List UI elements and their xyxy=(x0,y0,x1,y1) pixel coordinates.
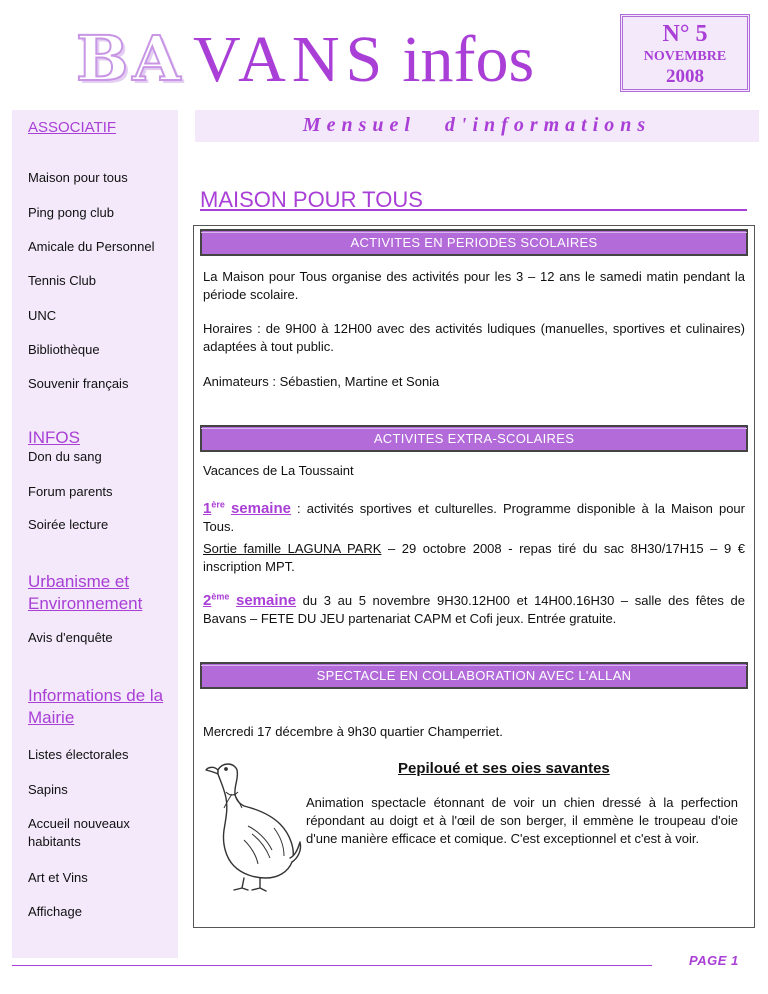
week2-label: semaine xyxy=(236,592,297,609)
show-description: Animation spectacle étonnant de voir un chien dressé à la perfection répondant au doigt et à l'œil de son berger, il emmène le troupeau d'oie d'une manière efficace et comique. C'est exceptionnel et c'est à voir. xyxy=(306,795,738,846)
week1-text: : activités sportives et culturelles. Programme disponible à la Maison pour Tous. xyxy=(203,501,745,534)
sidebar-item-ping-pong[interactable]: Ping pong club xyxy=(28,205,115,220)
show-title: Pepiloué et ses oies savantes xyxy=(398,760,610,777)
section-heading-extra-scolaires: ACTIVITES EXTRA-SCOLAIRES xyxy=(200,425,748,452)
section3-date: Mercredi 17 décembre à 9h30 quartier Champerriet. xyxy=(203,724,503,739)
week2-number: 2 xyxy=(203,592,212,609)
outing-link[interactable]: Sortie famille LAGUNA PARK xyxy=(203,541,382,556)
section2-intro: Vacances de La Toussaint xyxy=(203,463,354,478)
masthead-rest: VANS xyxy=(193,23,389,96)
week2-sup: ème xyxy=(211,591,230,602)
issue-month: NOVEMBRE xyxy=(643,49,727,64)
sidebar-item-tennis[interactable]: Tennis Club xyxy=(28,273,96,288)
masthead-title xyxy=(193,22,534,98)
week2-text: du 3 au 5 novembre 9H30.12H00 et 14H00.16H30 – salle des fêtes de Bavans – FETE DU JEU partenariat CAPM et Cofi jeux. Entrée gratuite. xyxy=(203,593,746,626)
sidebar-heading-infos[interactable]: INFOS xyxy=(28,428,80,447)
sidebar-item-accueil-habitants[interactable]: habitants xyxy=(28,834,81,849)
sidebar xyxy=(12,110,178,958)
goose-illustration xyxy=(204,754,304,894)
section1-paragraph-2: Horaires : de 9H00 à 12H00 avec des activités ludiques (manuelles, sportives et culinaires) adaptées à tout public. xyxy=(203,321,745,354)
sidebar-heading-urbanisme[interactable]: Urbanisme et xyxy=(28,572,130,591)
section1-paragraph-1: La Maison pour Tous organise des activités pour les 3 – 12 ans le samedi matin pendant la période scolaire. xyxy=(203,269,745,302)
sidebar-item-forum-parents[interactable]: Forum parents xyxy=(28,484,113,499)
issue-number: N° 5 xyxy=(662,21,708,47)
subtitle: Mensuel d'informations xyxy=(195,110,759,142)
section2-week2 xyxy=(203,592,745,628)
masthead-initials: BA xyxy=(76,22,185,95)
page-title: MAISON POUR TOUS xyxy=(200,187,423,212)
sidebar-heading-mairie[interactable]: Mairie xyxy=(28,708,75,727)
page-number: PAGE 1 xyxy=(689,953,739,968)
outing-text: – 29 octobre 2008 - repas tiré du sac 8H30/17H15 – 9 € inscription MPT. xyxy=(203,541,745,574)
sidebar-item-maison-pour-tous[interactable]: Maison pour tous xyxy=(28,170,128,185)
sidebar-item-souvenir[interactable]: Souvenir français xyxy=(28,376,129,391)
issue-year: 2008 xyxy=(666,66,704,87)
sidebar-item-avis-enquete[interactable]: Avis d'enquête xyxy=(28,630,113,645)
section-heading-scolaires: ACTIVITES EN PERIODES SCOLAIRES xyxy=(200,229,748,256)
sidebar-heading-informations[interactable]: Informations de la xyxy=(28,686,164,705)
week1-number: 1 xyxy=(203,500,212,517)
section-heading-spectacle: SPECTACLE EN COLLABORATION AVEC L'ALLAN xyxy=(200,662,748,689)
sidebar-heading-environnement[interactable]: Environnement xyxy=(28,594,143,613)
section1-paragraph-3: Animateurs : Sébastien, Martine et Sonia xyxy=(203,374,440,389)
sidebar-item-bibliotheque[interactable]: Bibliothèque xyxy=(28,342,100,357)
title-rule xyxy=(200,209,747,211)
sidebar-item-affichage[interactable]: Affichage xyxy=(28,904,82,919)
sidebar-item-don-du-sang[interactable]: Don du sang xyxy=(28,449,102,464)
sidebar-item-art-et-vins[interactable]: Art et Vins xyxy=(28,870,88,885)
sidebar-item-listes-electorales[interactable]: Listes électorales xyxy=(28,747,129,762)
sidebar-item-amicale[interactable]: Amicale du Personnel xyxy=(28,239,155,254)
sidebar-item-soiree-lecture[interactable]: Soirée lecture xyxy=(28,517,109,532)
week1-label: semaine xyxy=(230,500,291,517)
week1-sup: ère xyxy=(211,499,225,510)
sidebar-heading-associatif[interactable]: ASSOCIATIF xyxy=(28,119,117,136)
sidebar-item-unc[interactable]: UNC xyxy=(28,308,57,323)
sidebar-item-sapins[interactable]: Sapins xyxy=(28,782,68,797)
section2-outing xyxy=(203,540,745,576)
masthead-tail: infos xyxy=(402,23,535,96)
section2-week1 xyxy=(203,500,745,536)
issue-box xyxy=(620,14,750,92)
sidebar-item-accueil[interactable]: Accueil nouveaux xyxy=(28,816,130,831)
bottom-rule xyxy=(12,965,652,966)
